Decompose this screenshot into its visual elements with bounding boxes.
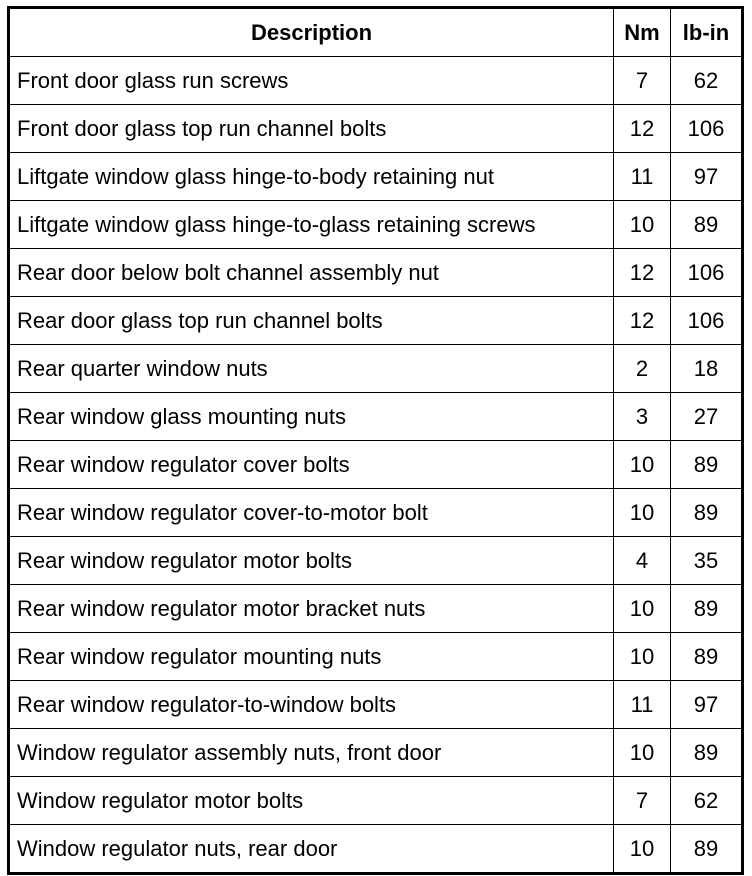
table-row <box>9 585 743 633</box>
cell-nm: 10 <box>614 489 671 537</box>
table-row <box>9 777 743 825</box>
table-row <box>9 57 743 105</box>
table-body <box>9 57 743 874</box>
cell-lbin: 89 <box>671 633 743 681</box>
cell-nm: 7 <box>614 57 671 105</box>
cell-description: Front door glass top run channel bolts <box>9 105 614 153</box>
cell-nm: 7 <box>614 777 671 825</box>
cell-description: Rear window regulator cover bolts <box>9 441 614 489</box>
cell-nm: 10 <box>614 633 671 681</box>
cell-nm: 10 <box>614 441 671 489</box>
cell-lbin: 89 <box>671 201 743 249</box>
table-row <box>9 825 743 874</box>
cell-lbin: 106 <box>671 297 743 345</box>
cell-nm: 12 <box>614 297 671 345</box>
cell-lbin: 106 <box>671 105 743 153</box>
cell-description: Rear window regulator mounting nuts <box>9 633 614 681</box>
cell-lbin: 27 <box>671 393 743 441</box>
table-row <box>9 201 743 249</box>
cell-description: Rear window glass mounting nuts <box>9 393 614 441</box>
cell-description: Window regulator assembly nuts, front door <box>9 729 614 777</box>
table-row <box>9 393 743 441</box>
cell-description: Liftgate window glass hinge-to-body retaining nut <box>9 153 614 201</box>
table-row <box>9 537 743 585</box>
header-nm: Nm <box>614 8 671 57</box>
cell-description: Rear window regulator motor bolts <box>9 537 614 585</box>
cell-description: Rear window regulator-to-window bolts <box>9 681 614 729</box>
cell-lbin: 35 <box>671 537 743 585</box>
cell-lbin: 106 <box>671 249 743 297</box>
header-row <box>9 8 743 57</box>
cell-lbin: 89 <box>671 441 743 489</box>
table-row <box>9 105 743 153</box>
cell-lbin: 97 <box>671 153 743 201</box>
cell-lbin: 89 <box>671 825 743 874</box>
cell-lbin: 62 <box>671 57 743 105</box>
cell-lbin: 89 <box>671 729 743 777</box>
table-row <box>9 297 743 345</box>
cell-lbin: 97 <box>671 681 743 729</box>
cell-nm: 11 <box>614 681 671 729</box>
cell-lbin: 62 <box>671 777 743 825</box>
table-row <box>9 345 743 393</box>
table-row <box>9 489 743 537</box>
table-row <box>9 633 743 681</box>
table-row <box>9 681 743 729</box>
cell-nm: 10 <box>614 201 671 249</box>
cell-nm: 3 <box>614 393 671 441</box>
torque-spec-table <box>7 6 744 875</box>
cell-description: Liftgate window glass hinge-to-glass retaining screws <box>9 201 614 249</box>
cell-nm: 10 <box>614 585 671 633</box>
cell-nm: 12 <box>614 105 671 153</box>
cell-description: Rear window regulator cover-to-motor bolt <box>9 489 614 537</box>
cell-description: Rear window regulator motor bracket nuts <box>9 585 614 633</box>
cell-description: Rear door below bolt channel assembly nut <box>9 249 614 297</box>
cell-description: Window regulator motor bolts <box>9 777 614 825</box>
header-description: Description <box>9 8 614 57</box>
header-lbin: lb-in <box>671 8 743 57</box>
cell-nm: 10 <box>614 729 671 777</box>
table-row <box>9 441 743 489</box>
cell-nm: 4 <box>614 537 671 585</box>
cell-description: Rear door glass top run channel bolts <box>9 297 614 345</box>
table-row <box>9 729 743 777</box>
cell-nm: 12 <box>614 249 671 297</box>
cell-description: Front door glass run screws <box>9 57 614 105</box>
cell-nm: 2 <box>614 345 671 393</box>
table-row <box>9 153 743 201</box>
cell-lbin: 18 <box>671 345 743 393</box>
table-row <box>9 249 743 297</box>
cell-nm: 11 <box>614 153 671 201</box>
cell-description: Rear quarter window nuts <box>9 345 614 393</box>
cell-nm: 10 <box>614 825 671 874</box>
cell-lbin: 89 <box>671 585 743 633</box>
cell-description: Window regulator nuts, rear door <box>9 825 614 874</box>
cell-lbin: 89 <box>671 489 743 537</box>
